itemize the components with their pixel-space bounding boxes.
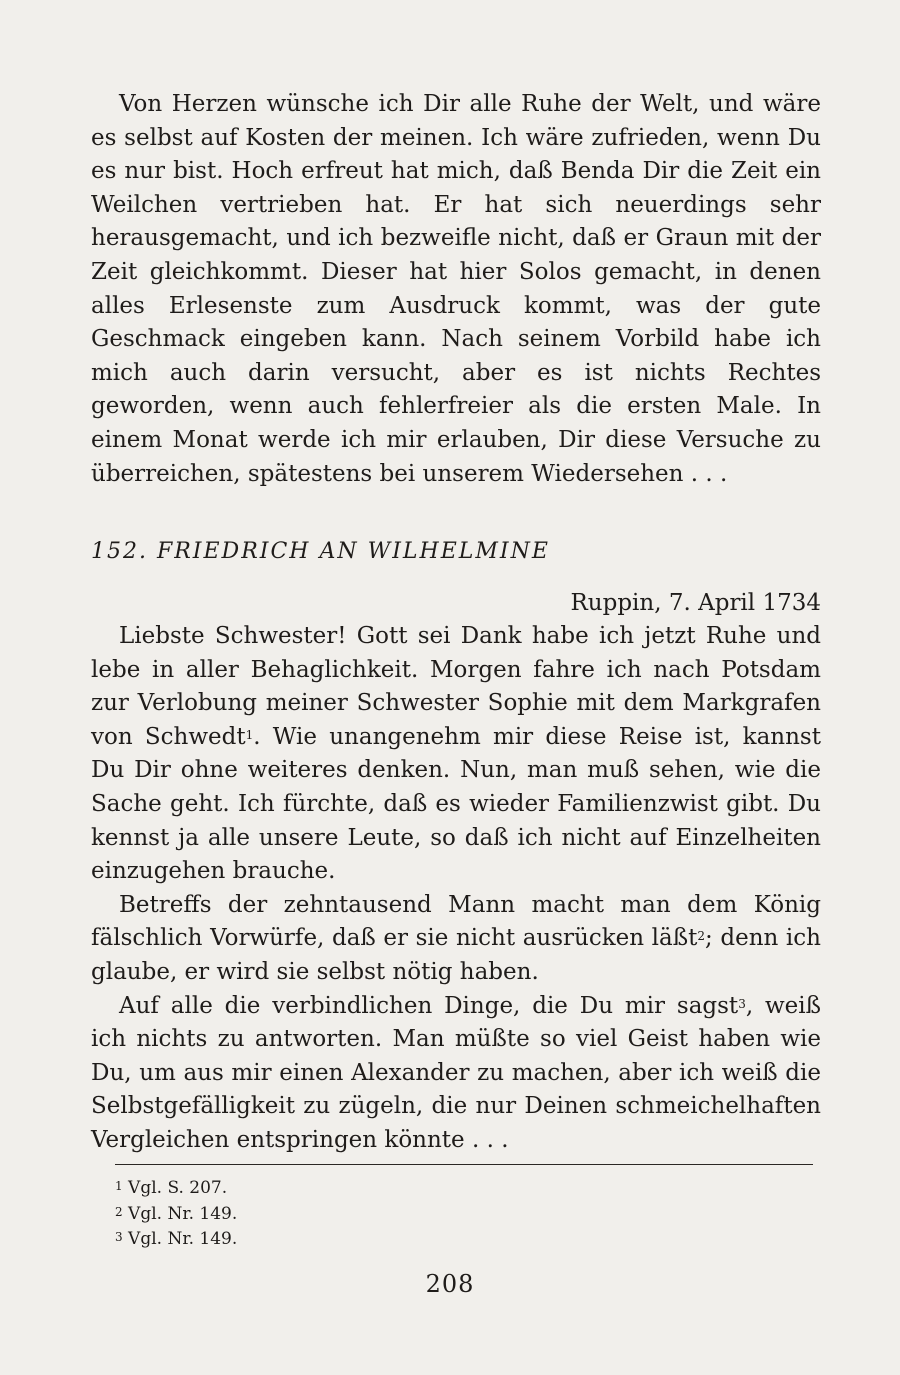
footnote-text: Vgl. Nr. 149. <box>128 1229 238 1249</box>
letter-body <box>91 620 821 1158</box>
footnotes <box>115 1176 237 1253</box>
footnote-text: Vgl. S. 207. <box>128 1178 228 1198</box>
footnote-marker: 1 <box>245 727 254 742</box>
dateline: Ruppin, 7. April 1734 <box>570 590 821 616</box>
paragraph <box>91 620 821 889</box>
paragraph <box>91 990 821 1158</box>
footnote-divider <box>115 1164 813 1165</box>
footnote-marker: 2 <box>697 929 705 944</box>
text-run: Liebste Schwester! Gott sei Dank habe ich jetzt Ruhe und lebe in aller Behaglichkeit. Morgen fahre ich nach Potsdam zur Verlobung meiner Schwester Sophie mit dem Markgrafen von Schwedt <box>91 623 821 750</box>
footnote-number: 3 <box>115 1230 123 1244</box>
footnote <box>115 1202 237 1228</box>
text-run: . Wie unangenehm mir diese Reise ist, kannst Du Dir ohne weiteres denken. Nun, man muß sehen, wie die Sache geht. Ich fürchte, daß es wieder Familienzwist gibt. Du kennst ja alle unsere Leute, so daß ich nicht auf Einzelheiten einzugehen brauche. <box>91 723 821 885</box>
footnote-text: Vgl. Nr. 149. <box>128 1203 238 1224</box>
text-run: ; denn ich glaube, er wird sie selbst nötig haben. <box>91 925 821 985</box>
footnote-number: 1 <box>115 1179 123 1193</box>
letter-continuation <box>91 88 821 491</box>
footnote <box>115 1176 237 1202</box>
letter-heading: 152. FRIEDRICH AN WILHELMINE <box>91 539 550 564</box>
footnote-marker: 3 <box>738 996 746 1011</box>
page-number: 208 <box>425 1270 475 1298</box>
paragraph <box>91 889 821 990</box>
text-run: Auf alle die verbindlichen Dinge, die Du mir sagst <box>119 992 739 1019</box>
text-run: , weiß ich nichts zu antworten. Man müßte so viel Geist haben wie Du, um aus mir einen Alexander zu machen, aber ich weiß die Selbstgefälligkeit zu zügeln, die nur Deinen schmeichelhaften Vergleichen entspringen könnte . . . <box>91 992 822 1153</box>
footnote <box>115 1227 237 1253</box>
paragraph: Von Herzen wünsche ich Dir alle Ruhe der Welt, und wäre es selbst auf Kosten der meinen. Ich wäre zufrieden, wenn Du es nur bist. Hoch erfreut hat mich, daß Benda Dir die Zeit ein Weilchen vertrieben hat. Er hat sich neuerdings sehr herausgemacht, und ich bezweifle nicht, daß er Graun mit der Zeit gleichkommt. Dieser hat hier Solos gemacht, in denen alles Erlesenste zum Ausdruck kommt, was der gute Geschmack eingeben kann. Nach seinem Vorbild habe ich mich auch darin versucht, aber es ist nichts Rechtes geworden, wenn auch fehlerfreier als die ersten Male. In einem Monat werde ich mir erlauben, Dir diese Versuche zu überreichen, spätestens bei unserem Wiedersehen . . . <box>91 91 821 487</box>
text-run: Betreffs der zehntausend Mann macht man dem König fälschlich Vorwürfe, daß er sie nicht ausrücken läßt <box>91 891 821 952</box>
footnote-number: 2 <box>115 1204 123 1219</box>
